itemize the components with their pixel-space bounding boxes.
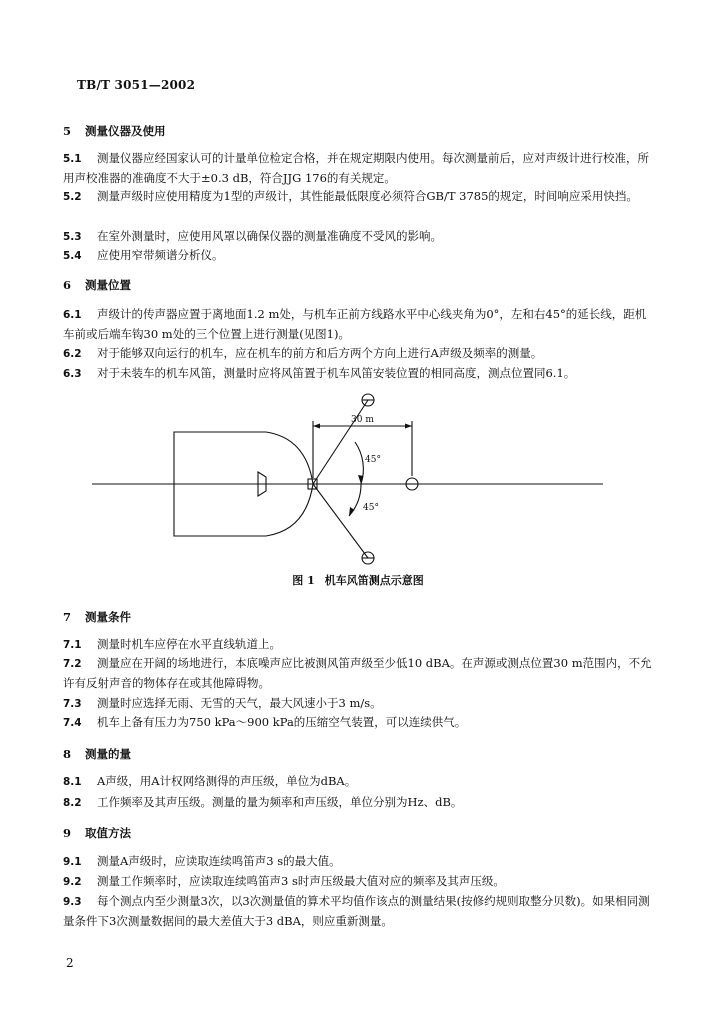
clause-number: 9.2 — [63, 876, 82, 888]
clause-text: 测量应在开阔的场地进行，本底噪声应比被测风笛声级至少低10 dBA。在声源或测点位置30 m范围内，不允许有反射声音的物体存在或其他障碍物。 — [63, 656, 652, 690]
paragraph-6-1 — [63, 305, 655, 344]
lower-arc-arrow — [349, 507, 355, 516]
clause-text: 测量声级时应使用精度为1型的声级计，其性能最低限度必须符合GB/T 3785的规定，时间响应采用快挡。 — [97, 189, 638, 203]
clause-text: 对于未装车的机车风笛，测量时应将风笛置于机车风笛安装位置的相同高度，测点位置同6.1。 — [97, 366, 576, 380]
section-number: 6 — [63, 278, 72, 292]
clause-text: 应使用窄带频谱分析仪。 — [97, 248, 224, 262]
locomotive-horn-diagram — [0, 388, 716, 568]
clause-number: 6.3 — [63, 368, 82, 380]
figure-title: 机车风笛测点示意图 — [324, 574, 424, 587]
paragraph-5-1 — [63, 149, 655, 188]
paragraph-5-2 — [63, 187, 655, 207]
section-heading-8 — [63, 746, 131, 762]
paragraph-7-1 — [63, 635, 655, 655]
clause-text: 工作频率及其声压级。测量的量为频率和声压级，单位分别为Hz、dB。 — [97, 795, 463, 809]
clause-text: 在室外测量时，应使用风罩以确保仪器的测量准确度不受风的影响。 — [97, 229, 442, 243]
angle-label-upper: 45° — [365, 455, 381, 465]
section-number: 9 — [63, 826, 72, 840]
clause-number: 7.3 — [63, 698, 82, 710]
clause-text: A声级，用A计权网络测得的声压级，单位为dBA。 — [97, 774, 357, 788]
clause-text: 声级计的传声器应置于离地面1.2 m处，与机车正前方线路水平中心线夹角为0°，左和右45°的延长线，距机车前或后端车钩30 m处的三个位置上进行测量(见图1)。 — [63, 307, 647, 341]
paragraph-8-1 — [63, 772, 655, 792]
section-title: 测量仪器及使用 — [85, 124, 166, 138]
paragraph-8-2 — [63, 793, 655, 813]
paragraph-7-3 — [63, 694, 655, 714]
clause-number: 6.2 — [63, 348, 82, 360]
paragraph-6-2 — [63, 344, 655, 364]
paragraph-9-2 — [63, 872, 655, 892]
clause-number: 6.1 — [63, 309, 82, 321]
clause-text: 每个测点内至少测量3次，以3次测量值的算术平均值作该点的测量结果(按修约规则取整分贝数)。如果相同测量条件下3次测量数据间的最大差值大于3 dBA，则应重新测量。 — [63, 894, 650, 928]
paragraph-7-2 — [63, 654, 655, 693]
section-title: 测量的量 — [85, 747, 131, 761]
clause-text: 测量时应选择无雨、无雪的天气，最大风速小于3 m/s。 — [97, 696, 382, 710]
section-number: 8 — [63, 747, 72, 761]
clause-number: 5.1 — [63, 153, 82, 165]
page-number: 2 — [66, 956, 74, 970]
distance-label: 30 m — [351, 415, 374, 425]
section-heading-6 — [63, 277, 131, 293]
paragraph-7-4 — [63, 713, 655, 733]
section-number: 7 — [63, 610, 72, 624]
clause-number: 7.1 — [63, 639, 82, 651]
paragraph-9-3 — [63, 892, 655, 931]
section-heading-5 — [63, 123, 166, 139]
standard-code-header: TB/T 3051—2002 — [77, 78, 196, 92]
paragraph-9-1 — [63, 852, 655, 872]
clause-text: 对于能够双向运行的机车，应在机车的前方和后方两个方向上进行A声级及频率的测量。 — [97, 346, 543, 360]
clause-number: 7.2 — [63, 658, 82, 670]
section-heading-7 — [63, 609, 131, 625]
angle-label-lower: 45° — [363, 503, 379, 513]
figure-caption — [0, 572, 716, 588]
clause-number: 5.2 — [63, 191, 82, 203]
dimension-arrow-left — [313, 424, 320, 429]
section-title: 取值方法 — [85, 826, 131, 840]
clause-text: 测量A声级时，应读取连续鸣笛声3 s的最大值。 — [97, 854, 341, 868]
figure-number: 图 1 — [292, 574, 315, 587]
clause-number: 5.3 — [63, 231, 82, 243]
clause-text: 测量时机车应停在水平直线轨道上。 — [97, 637, 281, 651]
section-number: 5 — [63, 124, 72, 138]
section-heading-9 — [63, 825, 131, 841]
clause-number: 8.2 — [63, 797, 82, 809]
section-title: 测量位置 — [85, 278, 131, 292]
clause-number: 7.4 — [63, 717, 82, 729]
section-title: 测量条件 — [85, 610, 131, 624]
clause-text: 测量仪器应经国家认可的计量单位检定合格，并在规定期限内使用。每次测量前后，应对声级计进行校准，所用声校准器的准确度不大于±0.3 dB，符合JJG 176的有关规定。 — [63, 151, 649, 185]
clause-number: 9.1 — [63, 856, 82, 868]
clause-text: 测量工作频率时，应读取连续鸣笛声3 s时声压级最大值对应的频率及其声压级。 — [97, 874, 505, 888]
clause-number: 8.1 — [63, 776, 82, 788]
upper-45-degree-line — [313, 400, 368, 484]
clause-text: 机车上备有压力为750 kPa～900 kPa的压缩空气装置，可以连续供气。 — [97, 715, 467, 729]
paragraph-5-4 — [63, 246, 655, 266]
paragraph-5-3 — [63, 227, 655, 247]
clause-number: 9.3 — [63, 896, 82, 908]
paragraph-6-3 — [63, 364, 655, 384]
dimension-arrow-right — [405, 424, 412, 429]
clause-number: 5.4 — [63, 250, 82, 262]
